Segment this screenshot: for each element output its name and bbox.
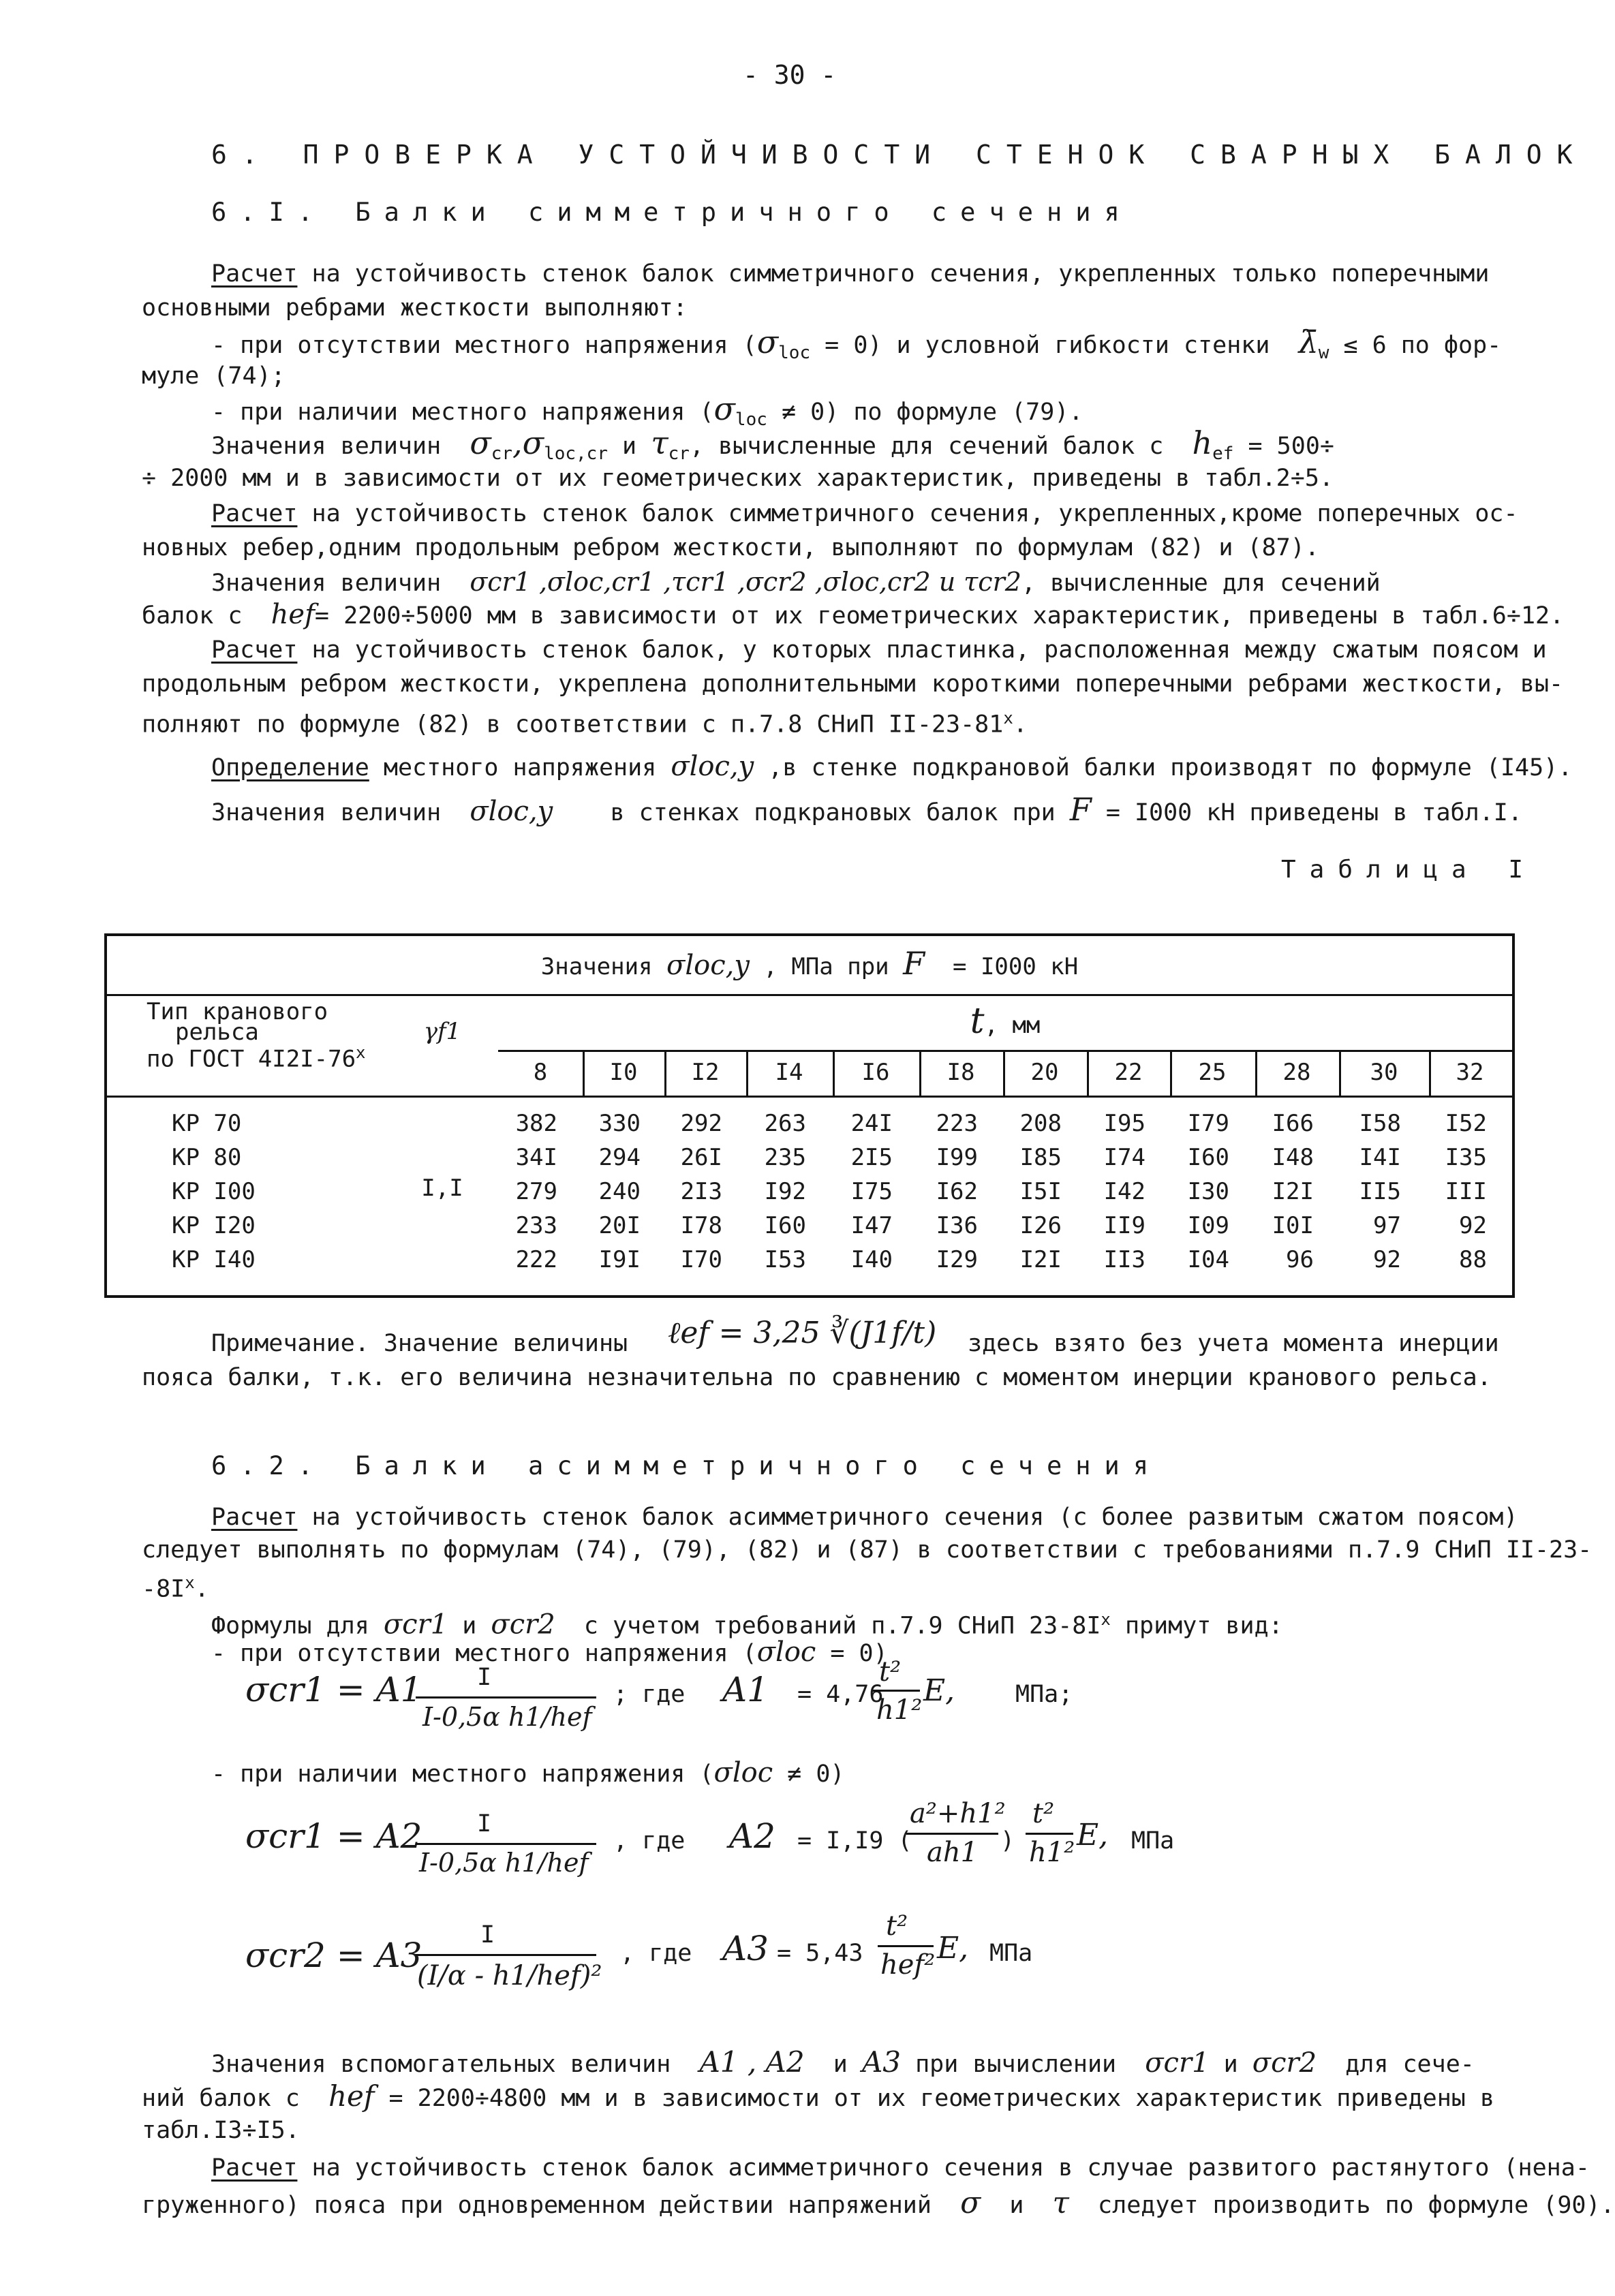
table-cell: I9I xyxy=(598,1246,641,1273)
rail-type-header xyxy=(114,998,366,1073)
sigma-symbol: σ xyxy=(470,424,491,461)
formulas-intro xyxy=(211,1604,1283,1641)
text: и xyxy=(1009,2192,1024,2219)
formula-2-lhs: σcr1 = A2 xyxy=(245,1816,422,1856)
table-cell: I5I xyxy=(1019,1178,1062,1205)
fraction-bar xyxy=(872,1690,920,1692)
page-number: - 30 - xyxy=(743,60,837,90)
table-rule xyxy=(107,994,1512,996)
sigma-loc-y-symbol: σloc,y xyxy=(666,950,750,981)
underlined-word: Расчет xyxy=(211,260,298,288)
thickness-value: I6 xyxy=(861,1059,890,1086)
table-rule xyxy=(498,1050,1512,1052)
table-cell: I0I xyxy=(1272,1212,1314,1239)
h-symbol: h xyxy=(1192,424,1213,461)
sigma-cr1-symbol: σcr1 xyxy=(1145,2047,1210,2079)
text: = 500÷ xyxy=(1248,433,1334,460)
formula-2-denominator: I-0,5α h1/hef xyxy=(419,1848,589,1878)
text: для сече- xyxy=(1345,2051,1475,2078)
formula-3-lhs: σcr2 = A3 xyxy=(245,1936,422,1975)
text: Тип кранового xyxy=(147,998,328,1025)
table-cell: 263 xyxy=(764,1110,806,1137)
sigma-loc-y-symbol: σloc,y xyxy=(470,796,553,827)
case-1-label xyxy=(211,1637,888,1669)
subscript: loc,cr xyxy=(544,444,608,464)
formula-3-A3: A3 xyxy=(722,1929,769,1968)
formula-1-unit: МПа; xyxy=(1015,1681,1073,1708)
text: следует производить по формуле (90). xyxy=(1098,2192,1615,2219)
table-cell: I2I xyxy=(1019,1246,1062,1273)
text: на устойчивость стенок балок симметричного сечения, укрепленных только поперечными xyxy=(297,260,1490,288)
note-line-1 xyxy=(211,1329,628,1359)
paragraph-5-line-2: следует выполнять по формулам (74), (79), (82) и (87) в соответствии с требованиями п.7.9 СНиП II-23- xyxy=(142,1536,1593,1564)
text: Значения величин xyxy=(211,799,442,826)
gamma-f1-header: γf1 xyxy=(423,1018,461,1045)
formula-2-where: , где xyxy=(613,1827,686,1855)
table-cell: 292 xyxy=(680,1110,722,1137)
table-rule xyxy=(1339,1050,1341,1096)
paragraph-7-line-1 xyxy=(211,2153,1590,2183)
table-cell: I99 xyxy=(936,1144,978,1171)
text: ,в стенке подкрановой балки производят по формуле (I45). xyxy=(768,754,1573,781)
table-cell: 233 xyxy=(515,1212,557,1239)
paragraph-7-line-2 xyxy=(142,2188,1615,2220)
tau-symbol: τ xyxy=(651,424,668,461)
paragraph-6-line-2 xyxy=(142,2081,1494,2113)
fraction-bar xyxy=(906,1833,998,1835)
sigma-loc-y-symbol: σloc,y xyxy=(671,751,754,782)
superscript: x xyxy=(185,1573,195,1592)
table-rule xyxy=(107,1096,1512,1098)
table-cell: I60 xyxy=(1187,1144,1229,1171)
thickness-value: 8 xyxy=(533,1059,548,1086)
text: ний балок с xyxy=(142,2085,300,2112)
paragraph-5-line-3 xyxy=(142,1568,209,1604)
text: на устойчивость стенок балок, у которых пластинка, расположенная между сжатым поясом и xyxy=(297,636,1547,664)
formula-3-tail: E, xyxy=(937,1931,969,1966)
table-cell: 382 xyxy=(515,1110,557,1137)
formula-2-A2: A2 xyxy=(729,1816,775,1856)
sigma-cr1-symbol: σcr1 xyxy=(383,1609,448,1641)
table-cell: 330 xyxy=(598,1110,641,1137)
text: = 0) xyxy=(816,1640,888,1667)
text: при вычислении xyxy=(915,2051,1117,2078)
A3-symbol: A3 xyxy=(861,2045,901,2079)
fraction-bar xyxy=(878,1945,934,1947)
paragraph-2-line-3 xyxy=(211,567,1381,598)
text: -8I xyxy=(142,1575,185,1603)
thickness-value: 28 xyxy=(1282,1059,1311,1086)
table-cell: I2I xyxy=(1272,1178,1314,1205)
table-cell: 222 xyxy=(515,1246,557,1273)
formula-3-numerator: I xyxy=(480,1921,495,1949)
section-title: 6. ПРОВЕРКА УСТОЙЧИВОСТИ СТЕНОК СВАРНЫХ БАЛОК xyxy=(211,140,1588,170)
formula-1-tail: E, xyxy=(923,1673,955,1708)
table-main-header xyxy=(107,945,1512,982)
paragraph-6-line-1 xyxy=(211,2047,1475,2079)
subsection-6-1-title: 6.I. Балки симметричного сечения xyxy=(211,198,1133,227)
formula-3-frac-num: t² xyxy=(886,1910,908,1942)
subscript: loc xyxy=(778,343,811,363)
sigma-cr2-symbol: σcr2 xyxy=(491,1609,555,1641)
table-cell: I4I xyxy=(1359,1144,1401,1171)
note-line-2: пояса балки, т.к. его величина незначительна по сравнению с моментом инерции кранового рельса. xyxy=(142,1364,1492,1391)
text: Значения вспомогательных величин xyxy=(211,2051,671,2078)
text: . xyxy=(1013,711,1028,739)
table-cell: I47 xyxy=(850,1212,893,1239)
paragraph-3-line-3 xyxy=(142,703,1028,740)
table-cell: 20I xyxy=(598,1212,641,1239)
rail-type: КР I20 xyxy=(172,1212,256,1239)
text: ≤ 6 по фор- xyxy=(1329,332,1502,359)
table-cell: 2I3 xyxy=(680,1178,722,1205)
paragraph-4-line-1 xyxy=(211,751,1572,783)
text: Значения величин xyxy=(211,570,442,597)
table-cell: I26 xyxy=(1019,1212,1062,1239)
h-ef-symbol: hef xyxy=(271,599,315,630)
formula-1-numerator: I xyxy=(477,1664,492,1691)
force-symbol: F xyxy=(903,945,925,982)
thickness-value: 20 xyxy=(1030,1059,1059,1086)
thickness-header xyxy=(498,1001,1512,1042)
formula-1-where: ; где xyxy=(613,1681,686,1708)
formula-2-unit: МПа xyxy=(1131,1827,1175,1855)
table-cell: 240 xyxy=(598,1178,641,1205)
text: Значения xyxy=(540,953,653,980)
table-cell: I92 xyxy=(764,1178,806,1205)
table-cell: 279 xyxy=(515,1178,557,1205)
formula-1-denominator: I-0,5α h1/hef xyxy=(422,1702,592,1732)
paragraph-4-line-2 xyxy=(211,791,1522,828)
subsection-6-2-title: 6.2. Балки асимметричного сечения xyxy=(211,1451,1163,1480)
table-cell: 96 xyxy=(1286,1246,1314,1273)
formula-1-frac-den: h1² xyxy=(876,1694,923,1726)
formula-3-denominator: (I/α - h1/hef)² xyxy=(417,1960,602,1991)
paragraph-1-line-3 xyxy=(211,324,1502,368)
data-table xyxy=(104,933,1515,1298)
case-2-label xyxy=(211,1758,844,1789)
paragraph-3-line-2: продольным ребром жесткости, укреплена дополнительными короткими поперечными ребрами жесткости, вы- xyxy=(142,670,1564,698)
fraction-bar xyxy=(416,1696,596,1698)
table-cell: I04 xyxy=(1187,1246,1229,1273)
table-cell: 223 xyxy=(936,1110,978,1137)
paragraph-2-line-4 xyxy=(142,600,1564,631)
fraction-bar xyxy=(416,1843,596,1845)
subscript: loc xyxy=(735,409,767,430)
text: груженного) пояса при одновременном действии напряжений xyxy=(142,2192,932,2219)
formula-3-where: , где xyxy=(620,1940,692,1967)
table-cell: II5 xyxy=(1359,1178,1401,1205)
text: Значения величин xyxy=(211,433,442,460)
table-cell: I40 xyxy=(850,1246,893,1273)
text: на устойчивость стенок балок асимметричного сечения в случае развитого растянутого (нена- xyxy=(297,2154,1590,2182)
text: с учетом требований п.7.9 СНиП 23-8I xyxy=(583,1612,1101,1640)
formula-2-frac1-den: ah1 xyxy=(927,1837,979,1868)
table-cell: I74 xyxy=(1103,1144,1145,1171)
text: = I000 кН xyxy=(953,953,1079,980)
table-cell: I09 xyxy=(1187,1212,1229,1239)
formula-1-A1: A1 xyxy=(722,1670,769,1709)
t-symbol: t xyxy=(970,1001,985,1042)
formula-3-frac-den: hef² xyxy=(880,1949,936,1981)
text: и xyxy=(607,433,651,460)
thickness-value: 32 xyxy=(1456,1059,1484,1086)
formula-2-frac2-den: h1² xyxy=(1029,1837,1075,1868)
underlined-word: Определение xyxy=(211,754,369,781)
text: примут вид: xyxy=(1110,1612,1283,1640)
text: = 0) и условной гибкости стенки xyxy=(810,332,1270,359)
text: ≠ 0) по формуле (79). xyxy=(767,399,1083,426)
paragraph-1-line-7: ÷ 2000 мм и в зависимости от их геометрических характеристик, приведены в табл.2÷5. xyxy=(142,465,1334,492)
table-cell: III xyxy=(1445,1178,1487,1205)
formula-2-frac2-num: t² xyxy=(1032,1798,1055,1829)
text: рельса xyxy=(175,1019,259,1046)
table-cell: I58 xyxy=(1359,1110,1401,1137)
formula-2-tail: E, xyxy=(1077,1818,1109,1852)
paragraph-1-line-6 xyxy=(211,424,1334,469)
thickness-value: 30 xyxy=(1370,1059,1398,1086)
table-caption: Таблица I xyxy=(1281,856,1537,884)
text: , вычисленные для сечений балок с xyxy=(689,433,1164,460)
underlined-word: Расчет xyxy=(211,636,298,664)
subscript: cr xyxy=(668,444,690,464)
sigma-loc-symbol: σloc xyxy=(756,1636,816,1668)
formula-3-unit: МПа xyxy=(989,1940,1033,1967)
formula-3-rhs: = 5,43 xyxy=(777,1940,863,1967)
table-cell: I85 xyxy=(1019,1144,1062,1171)
table-cell: 88 xyxy=(1459,1246,1487,1273)
table-cell: I52 xyxy=(1445,1110,1487,1137)
text: и xyxy=(462,1612,477,1640)
sigma-cr2-symbol: σcr2 xyxy=(1252,2047,1317,2079)
sigma-symbol: σ xyxy=(960,2186,981,2220)
paragraph-2-line-1 xyxy=(211,499,1518,529)
table-cell: 26I xyxy=(680,1144,722,1171)
rail-type: КР I00 xyxy=(172,1178,256,1205)
text: и xyxy=(1223,2051,1238,2078)
text: Примечание. Значение величины xyxy=(211,1330,628,1357)
formula-2-rhs: = I,I9 ( xyxy=(797,1827,912,1855)
formula-2-numerator: I xyxy=(477,1810,492,1837)
text: - при отсутствии местного напряжения ( xyxy=(211,332,757,359)
table-cell: I35 xyxy=(1445,1144,1487,1171)
text: - при отсутствии местного напряжения ( xyxy=(211,1640,757,1667)
thickness-value: I2 xyxy=(691,1059,720,1086)
paragraph-6-line-3: табл.I3÷I5. xyxy=(142,2117,300,2144)
table-cell: I30 xyxy=(1187,1178,1229,1205)
text: , МПа при xyxy=(763,953,889,980)
paragraph-3-line-1 xyxy=(211,635,1547,665)
table-cell: I62 xyxy=(936,1178,978,1205)
tau-symbol: τ xyxy=(1052,2186,1069,2220)
table-cell: I75 xyxy=(850,1178,893,1205)
sigma-symbol: σ xyxy=(756,324,779,360)
formula-2-paren: ) xyxy=(1000,1827,1015,1855)
table-cell: 24I xyxy=(850,1110,893,1137)
table-cell: I60 xyxy=(764,1212,806,1239)
sigma-loc-symbol: σloc xyxy=(713,1757,773,1788)
fraction-bar xyxy=(1026,1833,1073,1835)
paragraph-1-line-2: основными ребрами жесткости выполняют: xyxy=(142,294,688,322)
formula-1-frac-num: t² xyxy=(879,1656,902,1688)
rail-type: КР 70 xyxy=(172,1110,242,1137)
text: = 2200÷4800 мм и в зависимости от их геометрических характеристик приведены в xyxy=(388,2085,1495,2112)
thickness-value: I0 xyxy=(609,1059,638,1086)
text: . xyxy=(194,1575,209,1603)
text: по ГОСТ 4I2I-76 xyxy=(147,1045,356,1073)
superscript: x xyxy=(1101,1610,1111,1629)
table-cell: 92 xyxy=(1459,1212,1487,1239)
subscript: cr xyxy=(491,444,513,464)
table-cell: I42 xyxy=(1103,1178,1145,1205)
rail-type: КР 80 xyxy=(172,1144,242,1171)
text: в стенках подкрановых балок при xyxy=(610,799,1056,826)
formula-2-frac1-num: a²+h1² xyxy=(910,1798,1006,1829)
formula-1-lhs: σcr1 = A1 xyxy=(245,1670,422,1709)
underlined-word: Расчет xyxy=(211,1504,298,1531)
thickness-value: 25 xyxy=(1198,1059,1227,1086)
table-cell: 34I xyxy=(515,1144,557,1171)
thickness-value: I4 xyxy=(775,1059,803,1086)
table-cell: I48 xyxy=(1272,1144,1314,1171)
sigma-symbol: σ xyxy=(713,390,735,427)
text: - при наличии местного напряжения ( xyxy=(211,1760,714,1788)
fraction-bar xyxy=(416,1954,596,1956)
note-formula: ℓef = 3,25 ∛(J1f/t) xyxy=(668,1316,937,1350)
thickness-value: I8 xyxy=(947,1059,975,1086)
superscript: x xyxy=(1003,709,1013,728)
text: балок с xyxy=(142,602,243,630)
lambda-symbol: λ̄ xyxy=(1298,324,1319,360)
table-cell: I79 xyxy=(1187,1110,1229,1137)
note-line-1-end: здесь взято без учета момента инерции xyxy=(968,1330,1499,1357)
table-cell: I29 xyxy=(936,1246,978,1273)
thickness-value: 22 xyxy=(1114,1059,1143,1086)
h-ef-symbol: hef xyxy=(328,2079,375,2113)
text: и xyxy=(833,2051,848,2078)
A-symbols: A1 , A2 xyxy=(699,2045,805,2079)
text: Формулы для xyxy=(211,1612,369,1640)
paragraph-1-line-4: муле (74); xyxy=(142,362,286,390)
text: полняют по формуле (82) в соответствии с п.7.8 СНиП II-23-81 xyxy=(142,711,1004,739)
table-cell: I78 xyxy=(680,1212,722,1239)
text: ≠ 0) xyxy=(773,1760,845,1788)
force-symbol: F xyxy=(1069,791,1092,828)
table-cell: I53 xyxy=(764,1246,806,1273)
table-cell: I70 xyxy=(680,1246,722,1273)
text: - при наличии местного напряжения ( xyxy=(211,399,714,426)
formula-symbols: σcr1 ,σloc,cr1 ,τcr1 ,σcr2 ,σloc,cr2 и τcr2 xyxy=(470,567,1021,597)
rail-type-list xyxy=(172,1106,256,1277)
text: = 2200÷5000 мм в зависимости от их геометрических характеристик, приведены в табл.6÷12. xyxy=(314,602,1565,630)
underlined-word: Расчет xyxy=(211,500,298,527)
table-cell: II3 xyxy=(1103,1246,1145,1273)
text: местного напряжения xyxy=(369,754,657,781)
text: = I000 кН приведены в табл.I. xyxy=(1105,799,1522,826)
subscript: w xyxy=(1318,343,1329,363)
sigma-symbol: ,σ xyxy=(512,424,544,461)
table-cell: I66 xyxy=(1272,1110,1314,1137)
paragraph-1-line-1 xyxy=(211,259,1489,289)
text: , мм xyxy=(984,1012,1041,1039)
table-cell: I36 xyxy=(936,1212,978,1239)
paragraph-5-line-1 xyxy=(211,1502,1518,1532)
table-cell: I95 xyxy=(1103,1110,1145,1137)
gamma-f1-value: I,I xyxy=(421,1175,463,1202)
table-cell: 235 xyxy=(764,1144,806,1171)
underlined-word: Расчет xyxy=(211,2154,298,2182)
table-cell: 294 xyxy=(598,1144,641,1171)
table-cell: 2I5 xyxy=(850,1144,893,1171)
formula-1-rhs: = 4,76 xyxy=(797,1681,884,1708)
paragraph-2-line-2: новных ребер,одним продольным ребром жесткости, выполняют по формулам (82) и (87). xyxy=(142,534,1319,561)
superscript: x xyxy=(356,1043,366,1062)
table-cell: 97 xyxy=(1373,1212,1401,1239)
text: , вычисленные для сечений xyxy=(1021,570,1381,597)
text: на устойчивость стенок балок симметричного сечения, укрепленных,кроме поперечных ос- xyxy=(297,500,1518,527)
rail-type: КР I40 xyxy=(172,1246,256,1273)
text: на устойчивость стенок балок асимметричного сечения (с более развитым сжатом поясом) xyxy=(297,1504,1518,1531)
table-cell: 208 xyxy=(1019,1110,1062,1137)
table-cell: II9 xyxy=(1103,1212,1145,1239)
table-cell: 92 xyxy=(1373,1246,1401,1273)
subscript: ef xyxy=(1212,444,1234,464)
